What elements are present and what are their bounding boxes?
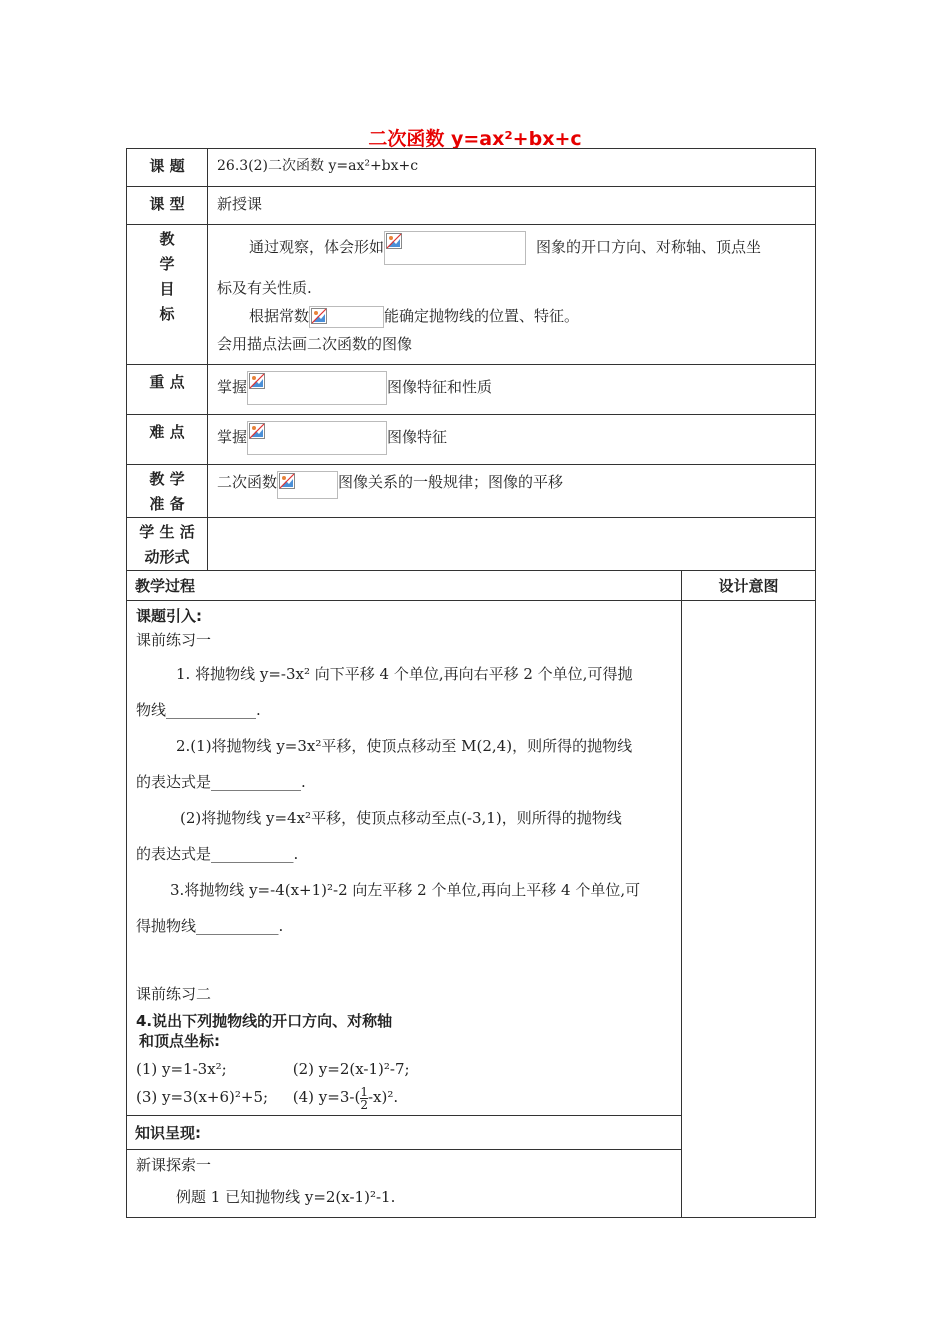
prep-content: [208, 465, 816, 518]
goal-line-2: [217, 303, 806, 329]
activity-label-line: 学 生 活: [139, 523, 195, 541]
process-header: 教学过程: [127, 571, 682, 601]
broken-image-icon: [249, 423, 265, 439]
formula-image: [309, 306, 384, 328]
question-1-line-a: 1. 将抛物线 y=-3x² 向下平移 4 个单位,再向右平移 2 个单位,可得抛: [176, 665, 633, 683]
goals-content: [208, 225, 816, 365]
prep-row: [127, 465, 816, 518]
broken-image-icon: [279, 473, 295, 489]
prep-label-line: 教 学: [149, 470, 185, 488]
goals-label-char: 教: [159, 230, 175, 248]
difficulty-content: [208, 415, 816, 465]
practice1-title: 课前练习一: [136, 631, 212, 649]
activity-content: [208, 518, 816, 571]
fraction: [360, 1086, 368, 1111]
question-2-line-b: 的表达式是____________.: [136, 773, 306, 791]
broken-image-icon: [386, 233, 402, 249]
q4-item-1: (1) y=1-3x²;: [136, 1060, 227, 1078]
prep-label-line: 准 备: [149, 495, 185, 513]
broken-image-icon: [249, 373, 265, 389]
goal-line-3: 会用描点法画二次函数的图像: [217, 335, 413, 353]
prep-text-b: 图像关系的一般规律；图像的平移: [338, 473, 564, 491]
type-label: 课 型: [127, 187, 208, 225]
fraction-denominator: 2: [360, 1097, 368, 1112]
activity-label-line: 动形式: [144, 548, 190, 566]
lesson-table: [126, 148, 816, 1218]
intro-heading: 课题引入:: [136, 607, 202, 625]
explore-content: [127, 1150, 682, 1218]
key-text-a: 掌握: [217, 378, 248, 396]
fraction-numerator: 1: [360, 1084, 368, 1099]
formula-image: [384, 231, 526, 265]
process-header-row: [127, 571, 816, 601]
key-text-b: 图像特征和性质: [387, 378, 493, 396]
practice2-title: 课前练习二: [136, 985, 212, 1003]
question-4-title-line: 和顶点坐标:: [139, 1032, 220, 1050]
question-2c-line-b: 的表达式是___________.: [136, 845, 299, 863]
question-1-line-b: 物线____________.: [136, 701, 261, 719]
broken-image-icon: [311, 308, 327, 324]
goal1-text-a: 通过观察，体会形如: [249, 238, 385, 256]
prep-label: [127, 465, 208, 518]
q4-item-2: (2) y=2(x-1)²-7;: [292, 1060, 410, 1078]
goals-label: [127, 225, 208, 365]
knowledge-heading: 知识呈现:: [127, 1116, 682, 1150]
q4-item-4a: (4) y=3-(: [292, 1088, 361, 1106]
formula-image: [277, 471, 338, 499]
activity-label: [127, 518, 208, 571]
intro-row: [127, 601, 816, 1116]
difficulty-label: 难 点: [127, 415, 208, 465]
key-row: [127, 365, 816, 415]
q4-item-4b: -x)².: [367, 1088, 399, 1106]
design-intent-cell: [682, 601, 816, 1218]
goals-label-char: 标: [159, 305, 175, 323]
formula-image: [247, 371, 387, 405]
question-4-title-line: 4.说出下列抛物线的开口方向、对称轴: [136, 1012, 393, 1030]
formula-image: [247, 421, 387, 455]
type-row: [127, 187, 816, 225]
difficulty-row: [127, 415, 816, 465]
prep-text-a: 二次函数: [217, 473, 278, 491]
question-3-line-a: 3.将抛物线 y=-4(x+1)²-2 向左平移 2 个单位,再向上平移 4 个单位,可: [170, 881, 641, 899]
goal2-text-b: 能确定抛物线的位置、特征。: [384, 307, 580, 325]
diff-text-a: 掌握: [217, 428, 248, 446]
intro-content: [127, 601, 682, 1116]
goals-label-char: 目: [159, 280, 175, 298]
goal-line-1c: 标及有关性质.: [217, 279, 312, 297]
topic-value: 26.3(2)二次函数 y=ax²+bx+c: [208, 149, 816, 187]
goals-label-char: 学: [159, 255, 175, 273]
goal1-text-b: 图象的开口方向、对称轴、顶点坐: [536, 238, 762, 256]
type-value: 新授课: [208, 187, 816, 225]
topic-label: 课 题: [127, 149, 208, 187]
goal-line-1: [217, 231, 806, 265]
activity-row: [127, 518, 816, 571]
intent-header: 设计意图: [682, 571, 816, 601]
example-1: 例题 1 已知抛物线 y=2(x-1)²-1.: [176, 1188, 396, 1206]
question-3-line-b: 得抛物线___________.: [136, 917, 284, 935]
page-title: 二次函数 y=ax²+bx+c: [368, 128, 582, 150]
question-4-items: [136, 1055, 672, 1111]
topic-row: [127, 149, 816, 187]
diff-text-b: 图像特征: [387, 428, 448, 446]
key-content: [208, 365, 816, 415]
q4-item-3: (3) y=3(x+6)²+5;: [136, 1088, 269, 1106]
goals-row: [127, 225, 816, 365]
question-4-title: [136, 1011, 672, 1051]
question-2c-line-a: (2)将抛物线 y=4x²平移，使顶点移动至点(-3,1)，则所得的抛物线: [180, 809, 622, 827]
explore-title: 新课探索一: [136, 1156, 212, 1174]
question-2-line-a: 2.(1)将抛物线 y=3x²平移，使顶点移动至 M(2,4)，则所得的抛物线: [176, 737, 633, 755]
key-label: 重 点: [127, 365, 208, 415]
goal2-text-a: 根据常数: [249, 307, 310, 325]
